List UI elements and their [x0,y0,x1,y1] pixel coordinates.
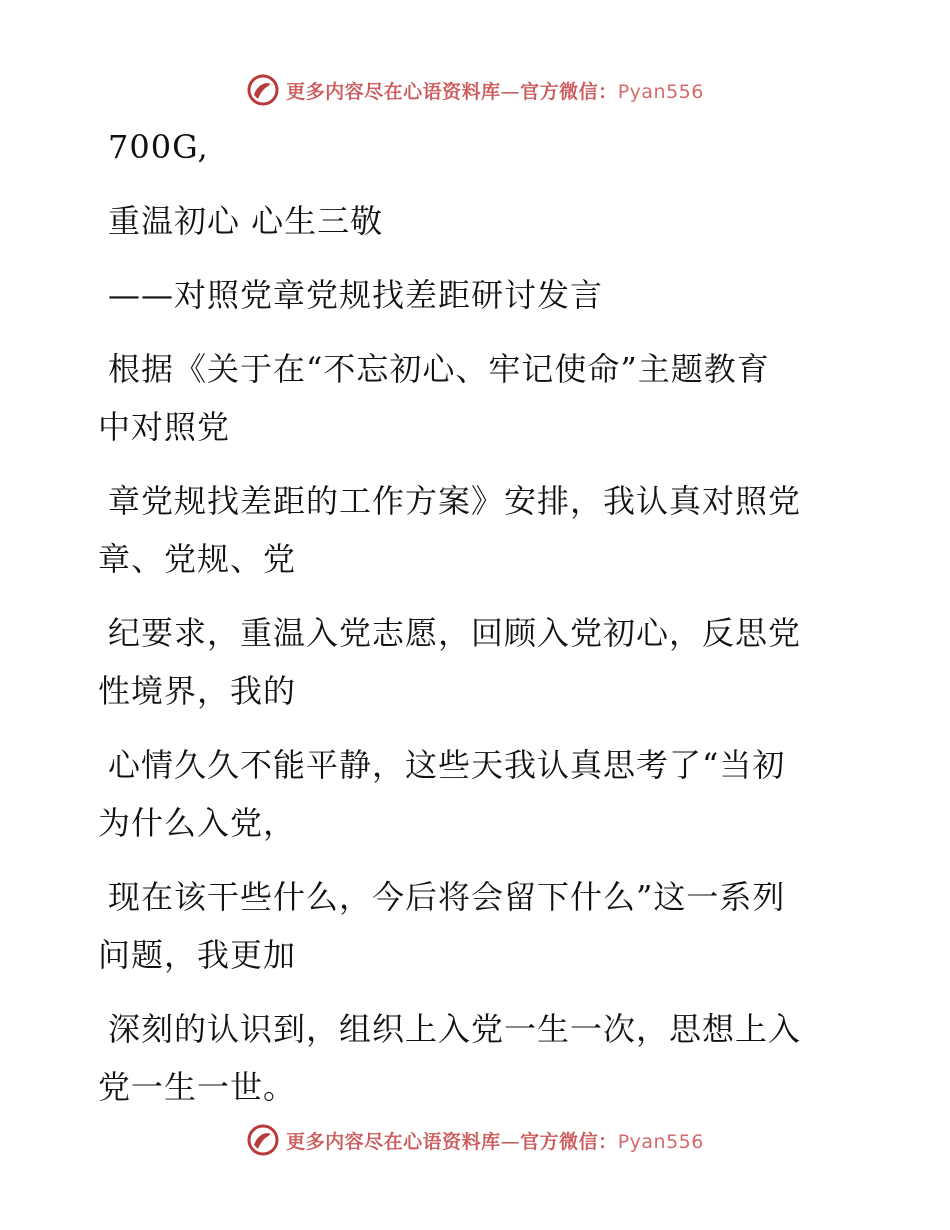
doc-line-code: 700G, [108,128,209,166]
footer-watermark-banner [0,1118,950,1162]
watermark-text [286,77,704,104]
watermark-brand: 更多内容尽在心语资料库 [286,1130,501,1153]
watermark-separator: — [500,80,521,103]
doc-subtitle: ——对照党章党规找差距研讨发言 [108,276,604,314]
doc-title: 重温初心 心生三敬 [108,202,384,240]
doc-paragraph-line: 心情久久不能平静，这些天我认真思考了“当初 [108,746,786,784]
doc-paragraph-line: 章、党规、党 [98,540,297,578]
doc-paragraph-line: 纪要求，重温入党志愿，回顾入党初心，反思党 [108,614,802,652]
header-watermark-banner [0,68,950,112]
watermark-wechat-label: 官方微信： [520,1130,618,1153]
doc-paragraph-line: 性境界，我的 [98,672,297,710]
doc-paragraph-line: 根据《关于在“不忘初心、牢记使命”主题教育 [108,350,770,388]
doc-paragraph-line: 深刻的认识到，组织上入党一生一次，思想上入 [108,1010,802,1048]
watermark-text [286,1127,704,1154]
pen-logo-icon [246,1123,280,1157]
doc-paragraph-line: 问题，我更加 [98,936,297,974]
watermark-wechat-handle: Pyan556 [617,1130,704,1153]
watermark-wechat-label: 官方微信： [520,80,618,103]
watermark-separator: — [500,1130,521,1153]
doc-paragraph-line: 中对照党 [98,408,231,446]
doc-paragraph-line: 党一生一世。 [98,1068,297,1106]
document-body [98,118,828,1116]
pen-logo-icon [246,73,280,107]
watermark-brand: 更多内容尽在心语资料库 [286,80,501,103]
watermark-wechat-handle: Pyan556 [617,80,704,103]
doc-paragraph-line: 章党规找差距的工作方案》安排，我认真对照党 [108,482,802,520]
doc-paragraph-line: 现在该干些什么，今后将会留下什么”这一系列 [108,878,786,916]
doc-paragraph-line: 为什么入党， [98,804,297,842]
